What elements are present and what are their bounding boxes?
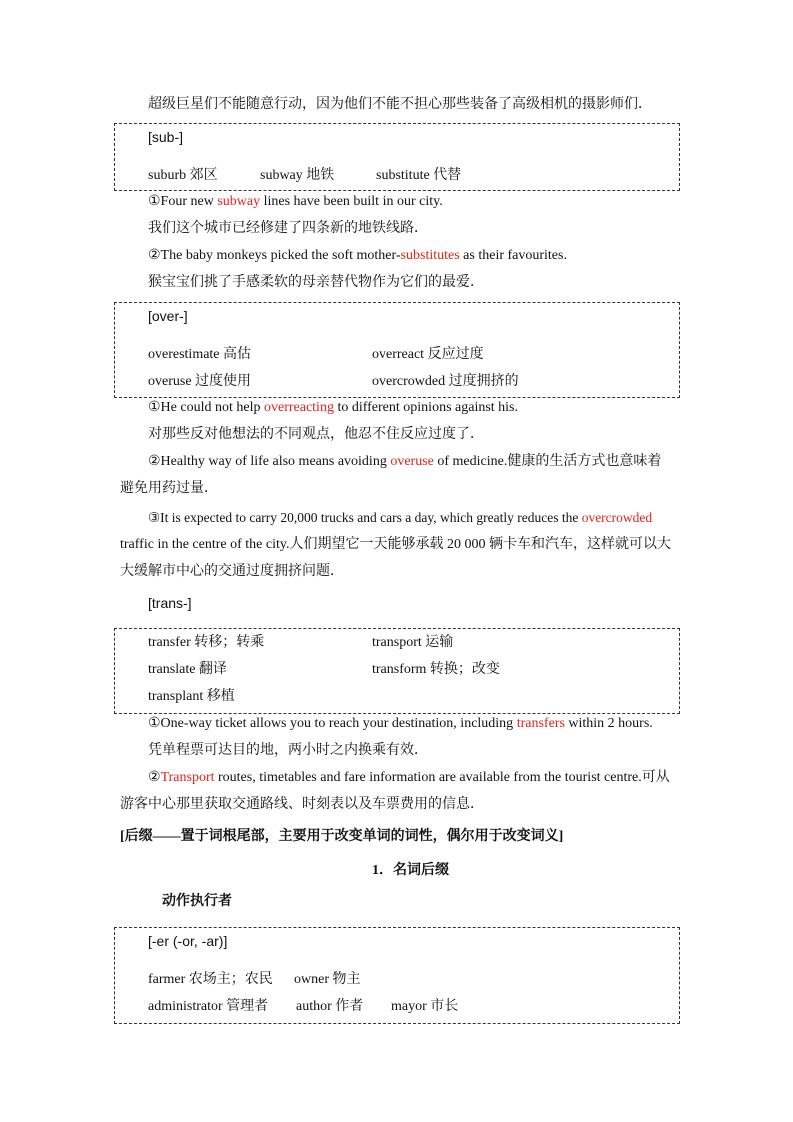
word-translate: translate 翻译 — [148, 662, 227, 677]
er-suffix-box — [114, 927, 680, 1024]
word-author: author 作者 — [296, 999, 364, 1014]
highlight-transfers: transfers — [516, 716, 565, 731]
over-example-3-cont-2: 大缓解市中心的交通过度拥挤问题． — [120, 564, 344, 579]
over-example-2-cont: 避免用药过量． — [120, 481, 218, 496]
highlight-overuse: overuse — [390, 454, 434, 469]
word-overuse: overuse 过度使用 — [148, 374, 252, 389]
intro-sentence: 超级巨星们不能随意行动，因为他们不能不担心那些装备了高级相机的摄影师们． — [148, 97, 652, 112]
sub-prefix-title: [sub-] — [148, 129, 184, 145]
word-overcrowded: overcrowded 过度拥挤的 — [372, 374, 519, 389]
trans-prefix-box — [114, 628, 680, 714]
trans-example-2-cont: 游客中心那里获取交通路线、时刻表以及车票费用的信息． — [120, 797, 484, 812]
over-example-2: ②Healthy way of life also means avoiding overuse of medicine.健康的生活方式也意味着 — [148, 454, 662, 469]
word-transform: transform 转换；改变 — [372, 662, 500, 677]
over-example-3: ③It is expected to carry 20,000 trucks and cars a day, which greatly reduces the overcrowded — [148, 510, 653, 525]
sub-example-1-cn: 我们这个城市已经修建了四条新的地铁线路． — [148, 221, 428, 236]
word-transplant: transplant 移植 — [148, 689, 235, 704]
er-suffix-title: [-er (-or, -ar)] — [148, 933, 228, 949]
suffix-section-header: [后缀——置于词根尾部，主要用于改变单词的词性，偶尔用于改变词义] — [120, 829, 564, 844]
trans-example-1: ①One-way ticket allows you to reach your destination, including transfers within 2 hours. — [148, 716, 653, 731]
trans-example-1-cn: 凭单程票可达目的地，两小时之内换乘有效． — [148, 743, 428, 758]
word-owner: owner 物主 — [294, 972, 361, 987]
trans-example-2: ②Transport routes, timetables and fare information are available from the tourist centre.可从 — [148, 770, 670, 785]
highlight-transport: Transport — [160, 770, 215, 785]
sub-example-1: ①Four new subway lines have been built in our city. — [148, 194, 443, 209]
word-suburb: suburb 郊区 — [148, 168, 218, 183]
over-prefix-box — [114, 302, 680, 398]
over-prefix-title: [over-] — [148, 308, 188, 324]
word-overestimate: overestimate 高估 — [148, 347, 252, 362]
word-substitute: substitute 代替 — [376, 168, 462, 183]
sub-example-2: ②The baby monkeys picked the soft mother-substitutes as their favourites. — [148, 248, 567, 263]
word-overreact: overreact 反应过度 — [372, 347, 484, 362]
sub-prefix-box — [114, 123, 680, 191]
word-administrator: administrator 管理者 — [148, 999, 269, 1014]
sub-example-2-cn: 猴宝宝们挑了手感柔软的母亲替代物作为它们的最爱． — [148, 275, 484, 290]
agent-subtitle: 动作执行者 — [162, 894, 232, 909]
highlight-overreacting: overreacting — [263, 400, 334, 415]
word-subway: subway 地铁 — [260, 168, 335, 183]
over-example-1-cn: 对那些反对他想法的不同观点，他忍不住反应过度了． — [148, 427, 484, 442]
trans-prefix-title: [trans-] — [148, 595, 192, 611]
highlight-subway: subway — [217, 194, 261, 209]
word-farmer: farmer 农场主；农民 — [148, 972, 273, 987]
highlight-substitutes: substitutes — [400, 248, 460, 263]
word-transfer: transfer 转移；转乘 — [148, 635, 265, 650]
over-example-1: ①He could not help overreacting to different opinions against his. — [148, 400, 519, 415]
noun-suffix-title: 1．名词后缀 — [372, 863, 449, 878]
word-mayor: mayor 市长 — [391, 999, 459, 1014]
highlight-overcrowded: overcrowded — [581, 510, 653, 525]
over-example-3-cont-1: traffic in the centre of the city.人们期望它一天能够承载 20 000 辆卡车和汽车，这样就可以大 — [120, 537, 671, 552]
word-transport: transport 运输 — [372, 635, 454, 650]
